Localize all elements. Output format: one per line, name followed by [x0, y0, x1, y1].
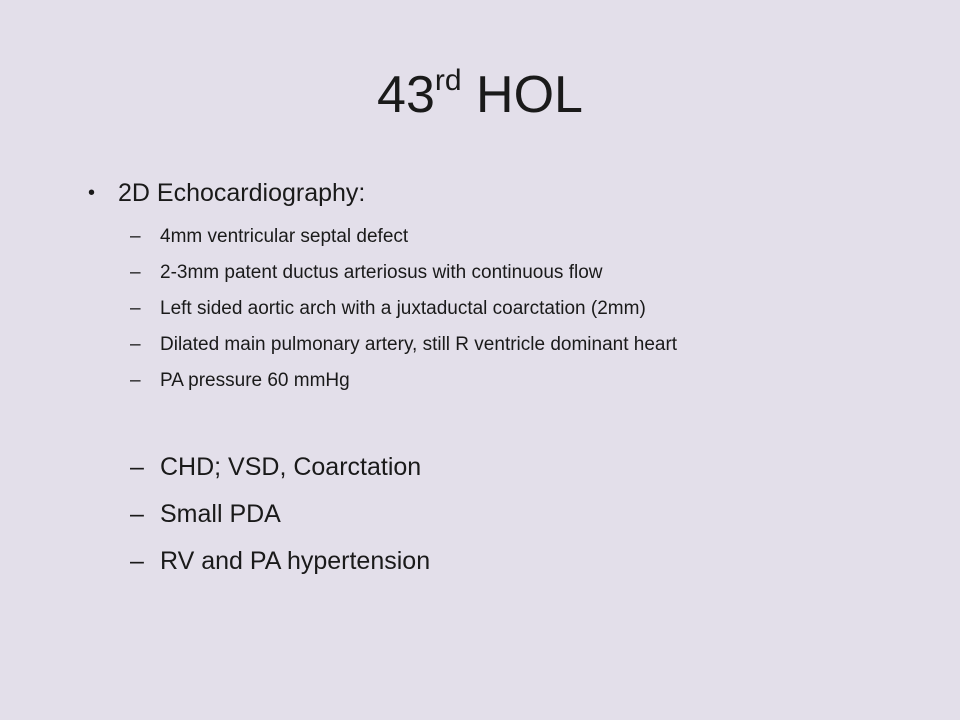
echo-findings-list — [130, 219, 677, 399]
dash-icon: – — [130, 226, 141, 247]
list-item-text: Dilated main pulmonary artery, still R ventricle dominant heart — [160, 334, 678, 355]
list-item — [130, 255, 677, 291]
list-item-text: Small PDA — [160, 500, 281, 528]
main-bullet — [88, 175, 365, 211]
dash-icon: – — [130, 500, 144, 528]
list-item — [130, 219, 677, 255]
dash-icon: – — [130, 262, 141, 283]
bullet-dot-icon: • — [88, 182, 96, 204]
dash-icon: – — [130, 370, 141, 391]
list-item — [130, 491, 430, 538]
list-item — [130, 327, 677, 363]
title-superscript: rd — [434, 64, 462, 97]
list-item — [130, 291, 677, 327]
list-item — [130, 363, 677, 399]
dash-icon: – — [130, 453, 144, 481]
dash-icon: – — [130, 334, 141, 355]
list-item-text: PA pressure 60 mmHg — [160, 370, 350, 391]
title-text: HOL — [461, 66, 583, 124]
list-item-text: CHD; VSD, Coarctation — [160, 453, 422, 481]
title-number: 43 — [377, 66, 435, 124]
slide-title — [0, 55, 960, 135]
list-item-text: 4mm ventricular septal defect — [160, 226, 409, 247]
dash-icon: – — [130, 547, 144, 575]
list-item — [130, 444, 430, 491]
assessment-list — [130, 444, 430, 585]
list-item — [130, 538, 430, 585]
list-item-text: 2-3mm patent ductus arteriosus with continuous flow — [160, 262, 603, 283]
main-bullet-text: 2D Echocardiography: — [118, 179, 366, 207]
list-item-text: RV and PA hypertension — [160, 547, 431, 575]
dash-icon: – — [130, 298, 141, 319]
list-item-text: Left sided aortic arch with a juxtaductal coarctation (2mm) — [160, 298, 646, 319]
